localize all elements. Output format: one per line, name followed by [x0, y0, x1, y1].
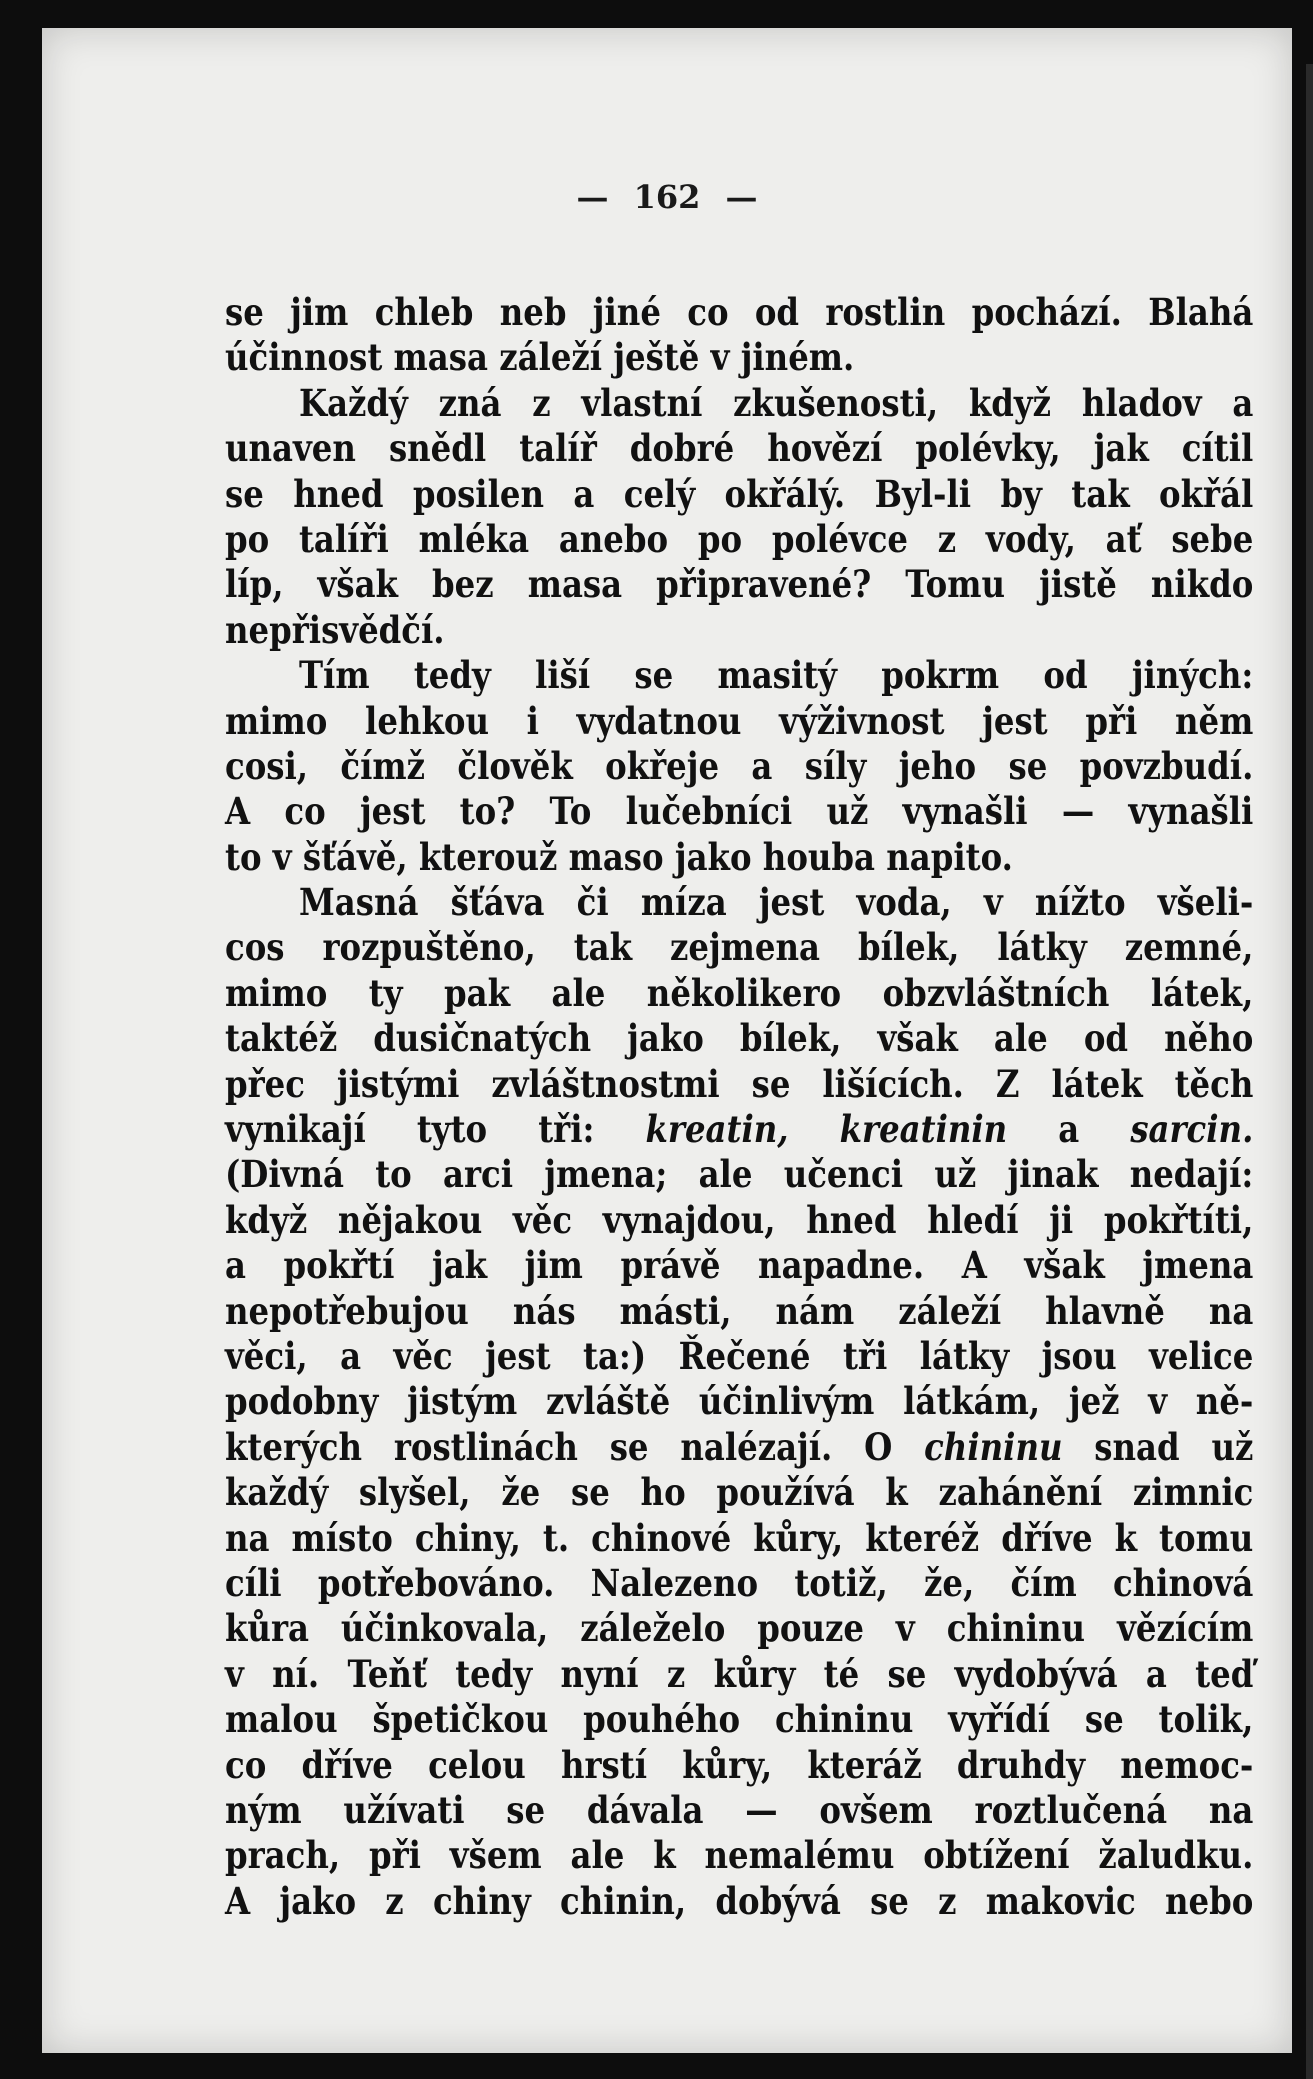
line-text: kterých rostlinách se nalézají. O: [225, 1424, 925, 1469]
line-text: snad už: [1062, 1424, 1254, 1469]
text-line: [225, 1016, 1253, 1061]
text-line: [225, 335, 1253, 380]
header-dash-left: —: [576, 178, 609, 216]
text-line: [225, 1652, 1253, 1697]
text-line: [225, 835, 1253, 880]
line-text: podobny jistým zvláště účinlivým látkám, jež v ně-: [225, 1379, 1254, 1424]
text-line: [225, 1379, 1253, 1424]
italic-term: kreatinin: [839, 1107, 1008, 1152]
text-line: [225, 1561, 1253, 1606]
text-line: [225, 1606, 1253, 1651]
text-line: [225, 1062, 1253, 1107]
text-line: [225, 472, 1253, 517]
text-line: [225, 1516, 1253, 1561]
text-line: [225, 562, 1253, 607]
text-line: [225, 1107, 1253, 1152]
line-text: taktéž dusičnatých jako bílek, však ale od něho: [225, 1016, 1254, 1061]
line-text: se jim chleb neb jiné co od rostlin pochází. Blahá: [225, 290, 1254, 334]
line-text: ným užívati se dávala — ovšem roztlučená na: [225, 1787, 1254, 1832]
text-line: [225, 1743, 1253, 1788]
text-line: [225, 517, 1253, 562]
text-line: [225, 290, 1253, 335]
line-text: (Divná to arci jmena; ale učenci už jinak nedají:: [225, 1152, 1254, 1197]
book-page: [42, 28, 1292, 2053]
line-text: v ní. Teňť tedy nyní z kůry té se vydobývá a teď: [225, 1651, 1254, 1696]
line-text: co dříve celou hrstí kůry, kteráž druhdy nemoc-: [225, 1742, 1254, 1787]
line-text: cíli potřebováno. Nalezeno totiž, že, čím chinová: [225, 1560, 1254, 1605]
line-text: malou špetičkou pouhého chininu vyřídí se tolik,: [225, 1697, 1254, 1742]
text-line: [225, 1788, 1253, 1833]
header-dash-right: —: [725, 178, 758, 216]
line-text: Každý zná z vlastní zkušenosti, když hladov a: [298, 380, 1254, 425]
text-line: [225, 1833, 1253, 1878]
line-text: nepotřebujou nás másti, nám záleží hlavně na: [225, 1288, 1254, 1333]
line-text: unaven snědl talíř dobré hovězí polévky, jak cítil: [225, 426, 1254, 471]
line-text: Tím tedy liší se masitý pokrm od jiných:: [298, 653, 1254, 698]
line-text: nepřisvědčí.: [225, 607, 445, 652]
text-line: [225, 699, 1253, 744]
text-line: [225, 381, 1253, 426]
text-line: [225, 1334, 1253, 1379]
line-text: cos rozpuštěno, tak zejmena bílek, látky zemné,: [225, 925, 1254, 970]
text-line: [225, 1879, 1253, 1924]
line-text: kůra účinkovala, záleželo pouze v chininu vězícím: [225, 1606, 1254, 1651]
text-line: [225, 925, 1253, 970]
text-line: [225, 1470, 1253, 1515]
text-line: [225, 1425, 1253, 1470]
text-line: [225, 1289, 1253, 1334]
line-text: se hned posilen a celý okřálý. Byl-li by tak okřál: [225, 471, 1254, 516]
page-edge: [1306, 64, 1313, 2079]
line-text: věci, a věc jest ta:) Řečené tři látky jsou velice: [225, 1333, 1254, 1378]
text-line: [225, 426, 1253, 471]
text-line: [225, 971, 1253, 1016]
line-text: líp, však bez masa připravené? Tomu jistě nikdo: [225, 562, 1254, 607]
line-text: cosi, čímž člověk okřeje a síly jeho se povzbudí.: [225, 743, 1254, 788]
line-text: Masná šťáva či míza jest voda, v nížto všeli-: [298, 880, 1254, 925]
text-line: [225, 653, 1253, 698]
line-text: když nějakou věc vynajdou, hned hledí ji pokřtíti,: [225, 1197, 1254, 1242]
line-text: prach, při všem ale k nemalému obtížení žaludku.: [225, 1833, 1254, 1878]
text-line: [225, 789, 1253, 834]
line-text: [789, 1107, 840, 1151]
line-text: každý slyšel, že se ho používá k zahánění zimnic: [225, 1470, 1254, 1515]
text-line: [225, 1697, 1253, 1742]
italic-term: kreatin,: [645, 1107, 789, 1152]
line-text: A jako z chiny chinin, dobývá se z makovic nebo: [225, 1878, 1254, 1923]
line-text: to v šťávě, kterouž maso jako houba napito.: [225, 834, 1013, 879]
line-text: mimo lehkou i vydatnou výživnost jest při něm: [225, 698, 1254, 743]
italic-term: chininu: [924, 1424, 1063, 1469]
page-number: 162: [633, 178, 701, 216]
text-line: [225, 1243, 1253, 1288]
line-text: a: [1007, 1107, 1131, 1152]
page-header: [42, 178, 1292, 216]
line-text: účinnost masa záleží ještě v jiném.: [225, 335, 855, 380]
body-text: [225, 290, 1253, 1924]
text-line: [225, 1152, 1253, 1197]
line-text: na místo chiny, t. chinové kůry, kteréž dříve k tomu: [225, 1515, 1254, 1560]
text-line: [225, 1198, 1253, 1243]
italic-term: sarcin.: [1130, 1107, 1254, 1152]
text-line: [225, 880, 1253, 925]
line-text: mimo ty pak ale několikero obzvláštních látek,: [225, 970, 1254, 1015]
line-text: A co jest to? To lučebníci už vynašli — vynašli: [225, 789, 1254, 834]
text-line: [225, 744, 1253, 789]
line-text: a pokřtí jak jim právě napadne. A však jmena: [225, 1243, 1254, 1288]
line-text: po talíři mléka anebo po polévce z vody, ať sebe: [225, 516, 1254, 561]
line-text: přec jistými zvláštnostmi se lišících. Z látek těch: [225, 1061, 1254, 1106]
text-line: [225, 608, 1253, 653]
line-text: vynikají tyto tři:: [225, 1107, 646, 1152]
